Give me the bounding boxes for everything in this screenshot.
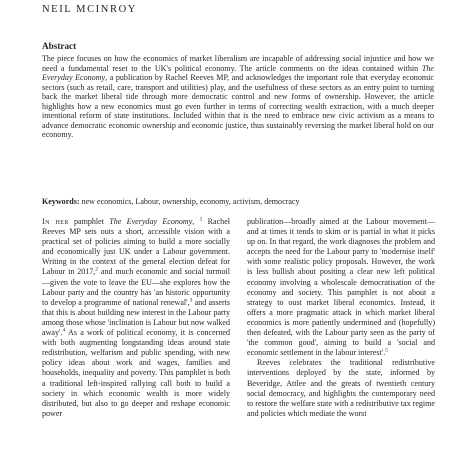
footnote-marker: 4 xyxy=(62,327,66,334)
footnote-marker: 2 xyxy=(95,266,99,273)
author-running-head: NEIL MCINROY xyxy=(42,4,137,15)
lead-in-smallcaps: In her xyxy=(42,217,69,226)
body-text: pamphlet xyxy=(68,217,110,226)
body-text: and much economic and social turmoil—given the vote to leave the EU—she explores how the Labour party and the country has 'an historic opportunity to develop a programme of national renewal', xyxy=(42,267,230,307)
abstract-text xyxy=(42,54,434,140)
abstract-text-part-1: The piece focuses on how the economics of market liberalism are incapable of addressing social injustice and how we need a fundamental reset to the UK's political economy. The article comments on the ideas contained within xyxy=(42,54,434,73)
body-paragraph-1 xyxy=(42,217,230,419)
body-text: Rachel Reeves MP sets outs a short, accessible vision with a practical set of policies aiming to build a more socially and economically just UK under a Labour government. Writing in the context of the general election defeat for Labour in 2017, xyxy=(42,217,231,277)
keywords-line xyxy=(42,197,434,207)
abstract-text-part-2: , a publication by Rachel Reeves MP, and acknowledges the important role that everyday economic sectors (such as retail, care, transport and utilities) play, and the usefulness of these sectors as an entry point to turning back the market liberal tide through more democratic control and new forms of ownership. However, the article highlights how a new economics must go even further in terms of correcting wealth extraction, with a much deeper intentional reform of state institutions. Included within that is the need to embrace new civic activism as a means to advance democratic economic ownership and economic justice, thus sustainably reversing the market liberal hold on our economy. xyxy=(42,73,435,140)
keywords-label: Keywords: xyxy=(42,197,80,206)
body-column-left xyxy=(42,217,230,419)
footnote-marker: 3 xyxy=(189,297,193,304)
footnote-marker: 5 xyxy=(385,347,388,354)
footnote-marker: 1 xyxy=(199,216,203,223)
body-paragraph-continued xyxy=(247,217,435,358)
pamphlet-title: The Everyday Economy xyxy=(109,217,193,226)
body-paragraph-2: Reeves celebrates the traditional redistributive interventions deployed by the state, informed by Beveridge, Attlee and the greats of twentieth century social democracy, and highlights the contemporary need to restore the welfare state with a redistributive tax regime and policies which mediate the worst xyxy=(247,358,435,418)
body-text: publication—broadly aimed at the Labour movement—and at times it tends to skim or is partial in what it picks up on. In that regard, the work diagnoses the problem and accepts the need for the Labour party to 'modernise itself' with some realistic policy proposals. However, the work is less bullish about positing a clear new left political economy involving a wholescale democratisation of the economy and society. This pamphlet is not about a strategy to oust market liberal economics. Instead, it offers a more pragmatic attack in which market liberal economics is more patiently undermined and (hopefully) then defeated, with the Labour party seen as the party of 'the common good', aiming to build a 'social and economic settlement in the labour interest'. xyxy=(247,217,435,358)
body-text: As a work of political economy, it is concerned with both augmenting longstanding ideas around state redistribution, welfarism and public spending, with new policy ideas about work and wages, families and households, inequality and poverty. This pamphlet is both a traditional left-inspired rallying call both to build a society in which economic wealth is more widely distributed, but also to go deeper and reshape economic power xyxy=(42,328,230,418)
abstract-heading: Abstract xyxy=(42,41,77,51)
body-column-right xyxy=(247,217,435,419)
body-text: and asserts that this is about building new interest in the Labour party among those whose 'inclination is Labour but now walked away'. xyxy=(42,297,230,338)
abstract-book-title: The Everyday Economy xyxy=(42,63,434,83)
keywords-list: new economics, Labour, ownership, economy, activism, democracy xyxy=(79,197,300,206)
body-text: , xyxy=(192,217,200,226)
